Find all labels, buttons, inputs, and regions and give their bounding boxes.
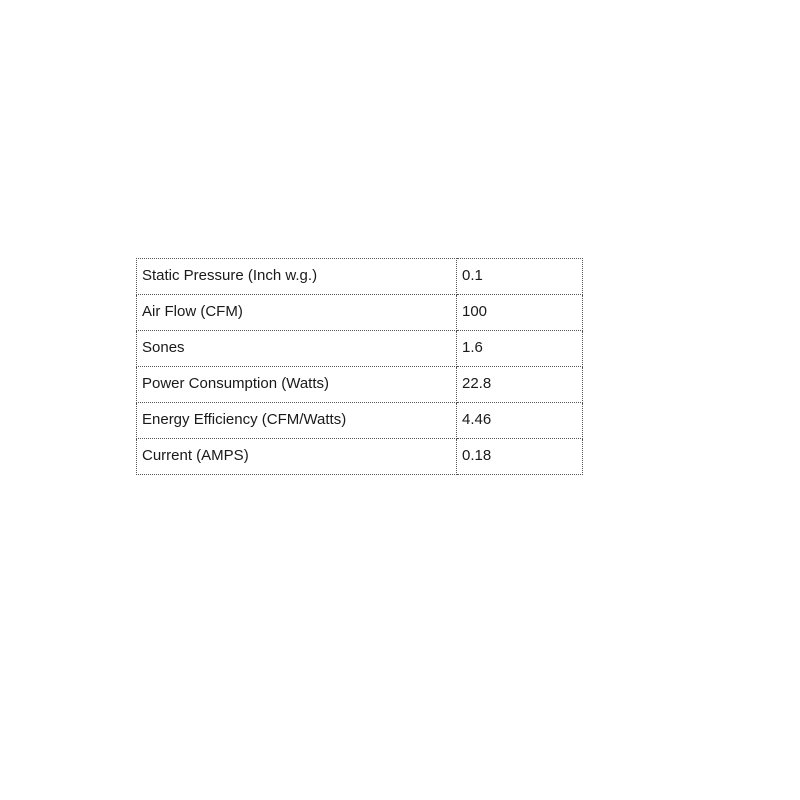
table-row	[137, 403, 583, 439]
table-cell-value: 0.18	[457, 439, 583, 475]
table-cell-value: 100	[457, 295, 583, 331]
table-cell-value: 1.6	[457, 331, 583, 367]
table-row	[137, 439, 583, 475]
table-row	[137, 331, 583, 367]
table-cell-label: Current (AMPS)	[137, 439, 457, 475]
table-row	[137, 259, 583, 295]
table-cell-label: Power Consumption (Watts)	[137, 367, 457, 403]
table-cell-label: Air Flow (CFM)	[137, 295, 457, 331]
table-cell-value: 22.8	[457, 367, 583, 403]
table-cell-label: Sones	[137, 331, 457, 367]
specification-table	[136, 258, 583, 475]
table-body	[137, 259, 583, 475]
table-row	[137, 295, 583, 331]
table-cell-value: 4.46	[457, 403, 583, 439]
table-row	[137, 367, 583, 403]
table-cell-value: 0.1	[457, 259, 583, 295]
table-cell-label: Energy Efficiency (CFM/Watts)	[137, 403, 457, 439]
table-cell-label: Static Pressure (Inch w.g.)	[137, 259, 457, 295]
specification-table-container	[136, 258, 560, 475]
